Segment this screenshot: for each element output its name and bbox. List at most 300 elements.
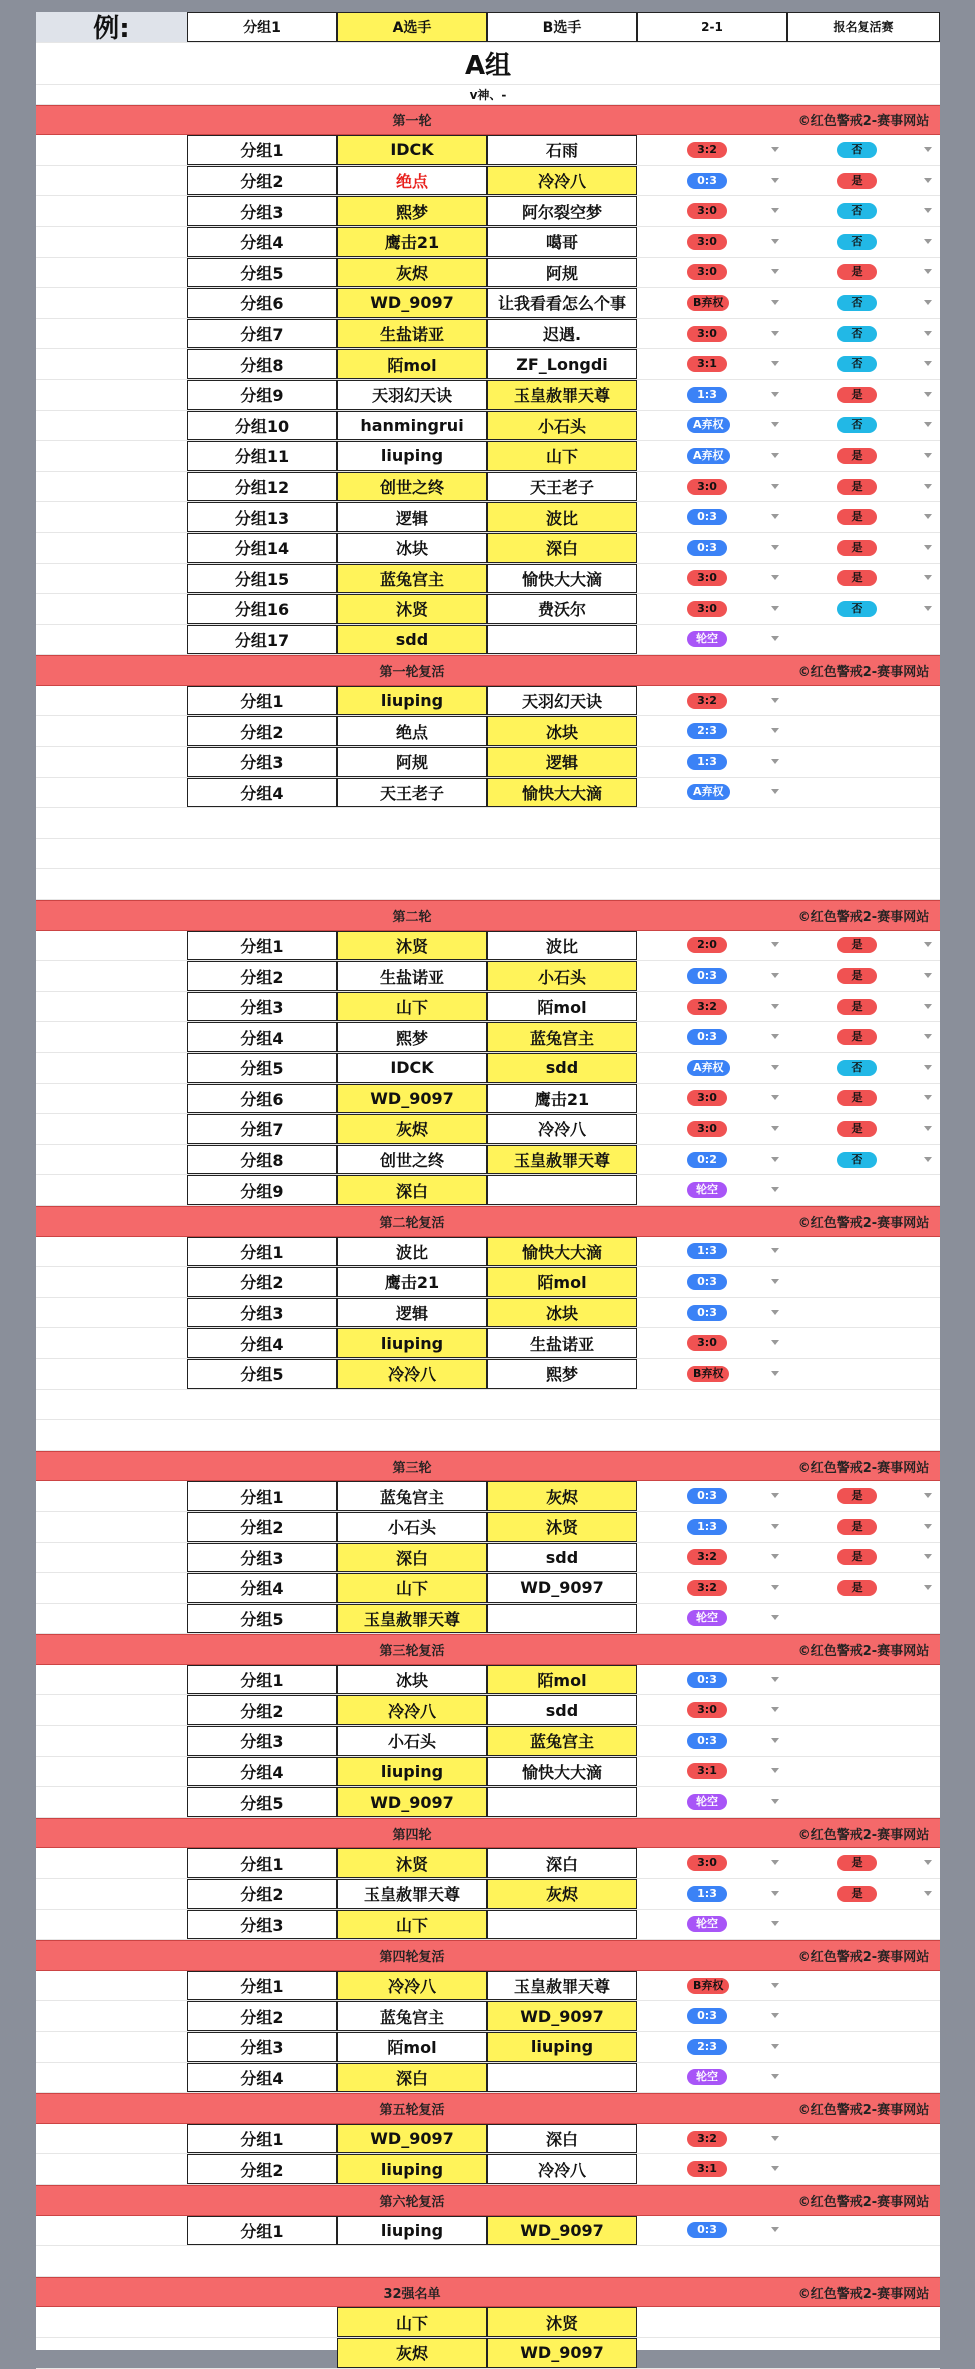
group-cell: 分组5 bbox=[187, 1053, 337, 1083]
player-a-cell: 逻辑 bbox=[337, 502, 487, 532]
revival-badge: 是 bbox=[837, 999, 877, 1015]
chevron-down-icon bbox=[771, 1983, 779, 1988]
match-row bbox=[36, 2063, 940, 2094]
revival-dropdown[interactable] bbox=[787, 441, 940, 471]
chevron-down-icon bbox=[771, 1004, 779, 1009]
player-a-cell: 蓝兔宫主 bbox=[337, 1481, 487, 1511]
group-cell: 分组4 bbox=[187, 1757, 337, 1787]
revival-badge: 是 bbox=[837, 479, 877, 495]
revival-dropdown[interactable] bbox=[787, 1543, 940, 1573]
chevron-down-icon bbox=[924, 269, 932, 274]
example-label: 例: bbox=[36, 12, 187, 42]
row-spacer bbox=[36, 502, 187, 532]
chevron-down-icon bbox=[771, 1371, 779, 1376]
row-spacer bbox=[36, 564, 187, 594]
chevron-down-icon bbox=[771, 2013, 779, 2018]
revival-dropdown[interactable] bbox=[787, 1359, 940, 1389]
player-a-cell: 生盐诺亚 bbox=[337, 961, 487, 991]
group-cell: 分组1 bbox=[187, 931, 337, 961]
section-header bbox=[36, 1940, 940, 1971]
group-cell: 分组8 bbox=[187, 349, 337, 379]
row-spacer bbox=[36, 2154, 187, 2184]
match-row bbox=[36, 564, 940, 595]
group-cell: 分组1 bbox=[187, 1971, 337, 2001]
match-row bbox=[36, 502, 940, 533]
section-title: 第三轮 bbox=[392, 1460, 432, 1476]
revival-dropdown[interactable] bbox=[787, 1848, 940, 1878]
score-dropdown[interactable] bbox=[637, 625, 787, 655]
revival-dropdown[interactable] bbox=[787, 227, 940, 257]
match-row bbox=[36, 349, 940, 380]
row-spacer bbox=[36, 1359, 187, 1389]
section-header bbox=[36, 2277, 940, 2308]
score-dropdown[interactable] bbox=[637, 411, 787, 441]
section-header bbox=[36, 1818, 940, 1849]
player-b-cell: 冷冷八 bbox=[487, 2154, 637, 2184]
score-dropdown[interactable] bbox=[637, 319, 787, 349]
section-title: 第四轮复活 bbox=[379, 1950, 445, 1966]
score-dropdown[interactable] bbox=[637, 716, 787, 746]
player-b-cell: 阿尔裂空梦 bbox=[487, 196, 637, 226]
player-b-cell: 冰块 bbox=[487, 716, 637, 746]
example-player-a: A选手 bbox=[337, 12, 487, 42]
player-b-cell: ZF_Longdi bbox=[487, 349, 637, 379]
revival-dropdown[interactable] bbox=[787, 1145, 940, 1175]
match-row bbox=[36, 686, 940, 717]
score-badge: 0:3 bbox=[687, 1305, 727, 1321]
revival-dropdown[interactable] bbox=[787, 1298, 940, 1328]
group-cell: 分组1 bbox=[187, 686, 337, 716]
revival-dropdown[interactable] bbox=[787, 931, 940, 961]
revival-dropdown[interactable] bbox=[787, 2032, 940, 2062]
score-badge: B弃权 bbox=[687, 1978, 729, 1994]
revival-dropdown[interactable] bbox=[787, 1910, 940, 1940]
revival-dropdown[interactable] bbox=[787, 411, 940, 441]
row-spacer bbox=[36, 288, 187, 318]
score-dropdown[interactable] bbox=[637, 2216, 787, 2246]
player-b-cell: 天羽幻天诀 bbox=[487, 686, 637, 716]
revival-badge: 是 bbox=[837, 264, 877, 280]
score-badge: 2:0 bbox=[687, 937, 727, 953]
revival-dropdown[interactable] bbox=[787, 1512, 940, 1542]
player-b-cell bbox=[487, 1175, 637, 1205]
revival-badge: 否 bbox=[837, 142, 877, 158]
final-row bbox=[36, 2307, 940, 2338]
player-b-cell: 陌mol bbox=[487, 1665, 637, 1695]
player-a-cell: 熙梦 bbox=[337, 196, 487, 226]
revival-dropdown[interactable] bbox=[787, 1787, 940, 1817]
group-cell: 分组2 bbox=[187, 1512, 337, 1542]
row-spacer bbox=[36, 1022, 187, 1052]
score-badge: 2:3 bbox=[687, 2039, 727, 2055]
revival-badge: 否 bbox=[837, 295, 877, 311]
player-a-cell: 创世之终 bbox=[337, 472, 487, 502]
revival-dropdown[interactable] bbox=[787, 594, 940, 624]
empty-row bbox=[36, 1420, 940, 1451]
revival-dropdown[interactable] bbox=[787, 992, 940, 1022]
score-badge: 0:2 bbox=[687, 1152, 727, 1168]
chevron-down-icon bbox=[924, 178, 932, 183]
revival-dropdown[interactable] bbox=[787, 1175, 940, 1205]
player-a-cell: 绝点 bbox=[337, 166, 487, 196]
player-a-cell: 冷冷八 bbox=[337, 1359, 487, 1389]
row-spacer bbox=[36, 1757, 187, 1787]
group-cell: 分组4 bbox=[187, 778, 337, 808]
score-dropdown[interactable] bbox=[637, 441, 787, 471]
player-a-cell: 波比 bbox=[337, 1237, 487, 1267]
chevron-down-icon bbox=[771, 300, 779, 305]
score-dropdown[interactable] bbox=[637, 594, 787, 624]
score-badge: 0:3 bbox=[687, 173, 727, 189]
score-dropdown[interactable] bbox=[637, 1757, 787, 1787]
score-dropdown[interactable] bbox=[637, 1879, 787, 1909]
player-a-cell: 鹰击21 bbox=[337, 1267, 487, 1297]
chevron-down-icon bbox=[771, 2074, 779, 2079]
group-cell: 分组4 bbox=[187, 1573, 337, 1603]
copyright-label: ©红色警戒2-赛事网站 bbox=[797, 2102, 930, 2118]
revival-dropdown[interactable] bbox=[787, 1971, 940, 2001]
revival-dropdown[interactable] bbox=[787, 1879, 940, 1909]
score-badge: A弃权 bbox=[687, 784, 730, 800]
player-a-cell: 灰烬 bbox=[337, 258, 487, 288]
score-badge: 3:0 bbox=[687, 1335, 727, 1351]
player-a-cell: 深白 bbox=[337, 1175, 487, 1205]
revival-dropdown[interactable] bbox=[787, 716, 940, 746]
player-b-cell: 噶哥 bbox=[487, 227, 637, 257]
player-a-cell: 沐贤 bbox=[337, 931, 487, 961]
revival-badge: 是 bbox=[837, 968, 877, 984]
group-cell: 分组5 bbox=[187, 258, 337, 288]
group-subtitle: v神、- bbox=[469, 87, 507, 102]
revival-dropdown[interactable] bbox=[787, 2124, 940, 2154]
score-badge: 0:3 bbox=[687, 2222, 727, 2238]
group-cell: 分组2 bbox=[187, 1879, 337, 1909]
score-dropdown[interactable] bbox=[637, 227, 787, 257]
score-dropdown[interactable] bbox=[637, 166, 787, 196]
score-dropdown[interactable] bbox=[637, 472, 787, 502]
group-cell: 分组1 bbox=[187, 2216, 337, 2246]
chevron-down-icon bbox=[771, 728, 779, 733]
score-dropdown[interactable] bbox=[637, 747, 787, 777]
chevron-down-icon bbox=[771, 1891, 779, 1896]
section-header bbox=[36, 105, 940, 136]
revival-dropdown[interactable] bbox=[787, 1695, 940, 1725]
chevron-down-icon bbox=[771, 2136, 779, 2141]
group-cell: 分组3 bbox=[187, 747, 337, 777]
score-dropdown[interactable] bbox=[637, 1022, 787, 1052]
match-row bbox=[36, 1604, 940, 1635]
copyright-label: ©红色警戒2-赛事网站 bbox=[797, 665, 930, 681]
score-dropdown[interactable] bbox=[637, 288, 787, 318]
score-badge: 1:3 bbox=[687, 1243, 727, 1259]
revival-dropdown[interactable] bbox=[787, 2154, 940, 2184]
row-spacer bbox=[36, 747, 187, 777]
match-row bbox=[36, 1359, 940, 1390]
group-cell: 分组5 bbox=[187, 1604, 337, 1634]
score-dropdown[interactable] bbox=[637, 1543, 787, 1573]
revival-dropdown[interactable] bbox=[787, 625, 940, 655]
match-row bbox=[36, 1787, 940, 1818]
chevron-down-icon bbox=[924, 422, 932, 427]
match-row bbox=[36, 1665, 940, 1696]
match-row bbox=[36, 1114, 940, 1145]
score-dropdown[interactable] bbox=[637, 1726, 787, 1756]
score-dropdown[interactable] bbox=[637, 2063, 787, 2093]
finalist-b: 沐贤 bbox=[487, 2307, 637, 2337]
revival-dropdown[interactable] bbox=[787, 502, 940, 532]
score-dropdown[interactable] bbox=[637, 1848, 787, 1878]
player-b-cell: 天王老子 bbox=[487, 472, 637, 502]
score-dropdown[interactable] bbox=[637, 1971, 787, 2001]
group-cell: 分组3 bbox=[187, 1910, 337, 1940]
section-header bbox=[36, 1206, 940, 1237]
score-badge: A弃权 bbox=[687, 448, 730, 464]
player-b-cell: 冷冷八 bbox=[487, 1114, 637, 1144]
revival-badge: 是 bbox=[837, 173, 877, 189]
revival-dropdown[interactable] bbox=[787, 1481, 940, 1511]
group-cell: 分组4 bbox=[187, 1328, 337, 1358]
revival-dropdown[interactable] bbox=[787, 2063, 940, 2093]
score-dropdown[interactable] bbox=[637, 778, 787, 808]
match-row bbox=[36, 135, 940, 166]
row-spacer bbox=[36, 1512, 187, 1542]
score-dropdown[interactable] bbox=[637, 258, 787, 288]
score-dropdown[interactable] bbox=[637, 1481, 787, 1511]
revival-dropdown[interactable] bbox=[787, 135, 940, 165]
revival-badge: 是 bbox=[837, 1121, 877, 1137]
player-a-cell: liuping bbox=[337, 1757, 487, 1787]
score-dropdown[interactable] bbox=[637, 349, 787, 379]
group-cell: 分组16 bbox=[187, 594, 337, 624]
player-b-cell: 鹰击21 bbox=[487, 1084, 637, 1114]
score-dropdown[interactable] bbox=[637, 1237, 787, 1267]
score-dropdown[interactable] bbox=[637, 2032, 787, 2062]
revival-dropdown[interactable] bbox=[787, 1328, 940, 1358]
score-dropdown[interactable] bbox=[637, 1695, 787, 1725]
example-revival: 报名复活赛 bbox=[787, 12, 940, 42]
score-dropdown[interactable] bbox=[637, 1267, 787, 1297]
row-spacer bbox=[36, 135, 187, 165]
section-title: 第五轮复活 bbox=[379, 2102, 445, 2118]
player-a-cell: IDCK bbox=[337, 1053, 487, 1083]
chevron-down-icon bbox=[771, 422, 779, 427]
score-dropdown[interactable] bbox=[637, 1512, 787, 1542]
score-dropdown[interactable] bbox=[637, 992, 787, 1022]
revival-dropdown[interactable] bbox=[787, 747, 940, 777]
player-b-cell: sdd bbox=[487, 1053, 637, 1083]
example-score: 2-1 bbox=[637, 12, 787, 42]
score-badge: 3:2 bbox=[687, 1549, 727, 1565]
revival-dropdown[interactable] bbox=[787, 472, 940, 502]
revival-dropdown[interactable] bbox=[787, 1757, 940, 1787]
revival-dropdown[interactable] bbox=[787, 166, 940, 196]
score-dropdown[interactable] bbox=[637, 1910, 787, 1940]
match-row bbox=[36, 380, 940, 411]
score-badge: 3:0 bbox=[687, 203, 727, 219]
chevron-down-icon bbox=[924, 239, 932, 244]
player-b-cell: sdd bbox=[487, 1543, 637, 1573]
score-badge: A弃权 bbox=[687, 417, 730, 433]
revival-dropdown[interactable] bbox=[787, 196, 940, 226]
chevron-down-icon bbox=[924, 1095, 932, 1100]
revival-dropdown[interactable] bbox=[787, 1237, 940, 1267]
player-a-cell: 生盐诺亚 bbox=[337, 319, 487, 349]
revival-badge: 否 bbox=[837, 1152, 877, 1168]
chevron-down-icon bbox=[924, 1126, 932, 1131]
group-cell: 分组6 bbox=[187, 288, 337, 318]
score-dropdown[interactable] bbox=[637, 931, 787, 961]
player-b-cell bbox=[487, 1787, 637, 1817]
score-dropdown[interactable] bbox=[637, 1665, 787, 1695]
chevron-down-icon bbox=[771, 636, 779, 641]
score-dropdown[interactable] bbox=[637, 1328, 787, 1358]
score-dropdown[interactable] bbox=[637, 2001, 787, 2031]
row-spacer bbox=[36, 1084, 187, 1114]
score-badge: 轮空 bbox=[687, 631, 727, 647]
revival-dropdown[interactable] bbox=[787, 1726, 940, 1756]
group-cell: 分组7 bbox=[187, 1114, 337, 1144]
revival-dropdown[interactable] bbox=[787, 1604, 940, 1634]
score-badge: 轮空 bbox=[687, 2069, 727, 2085]
group-cell: 分组2 bbox=[187, 2154, 337, 2184]
chevron-down-icon bbox=[771, 1310, 779, 1315]
player-b-cell: 石雨 bbox=[487, 135, 637, 165]
score-dropdown[interactable] bbox=[637, 1359, 787, 1389]
player-b-cell: 玉皇赦罪天尊 bbox=[487, 1145, 637, 1175]
revival-dropdown[interactable] bbox=[787, 1665, 940, 1695]
revival-dropdown[interactable] bbox=[787, 288, 940, 318]
sections bbox=[36, 105, 940, 2369]
section-header bbox=[36, 2185, 940, 2216]
row-spacer bbox=[36, 166, 187, 196]
group-cell: 分组1 bbox=[187, 1481, 337, 1511]
chevron-down-icon bbox=[771, 759, 779, 764]
score-dropdown[interactable] bbox=[637, 533, 787, 563]
player-b-cell: WD_9097 bbox=[487, 2216, 637, 2246]
player-a-cell: WD_9097 bbox=[337, 1787, 487, 1817]
revival-dropdown[interactable] bbox=[787, 564, 940, 594]
score-dropdown[interactable] bbox=[637, 135, 787, 165]
score-dropdown[interactable] bbox=[637, 564, 787, 594]
revival-dropdown[interactable] bbox=[787, 1114, 940, 1144]
row-spacer bbox=[36, 1267, 187, 1297]
chevron-down-icon bbox=[924, 1493, 932, 1498]
row-spacer bbox=[36, 686, 187, 716]
row-spacer bbox=[36, 1053, 187, 1083]
player-b-cell: 小石头 bbox=[487, 961, 637, 991]
match-row bbox=[36, 196, 940, 227]
match-row bbox=[36, 961, 940, 992]
row-spacer bbox=[36, 441, 187, 471]
player-b-cell: 波比 bbox=[487, 502, 637, 532]
chevron-down-icon bbox=[771, 1615, 779, 1620]
group-cell: 分组9 bbox=[187, 1175, 337, 1205]
group-cell: 分组1 bbox=[187, 1237, 337, 1267]
player-a-cell: 深白 bbox=[337, 1543, 487, 1573]
score-dropdown[interactable] bbox=[637, 961, 787, 991]
score-dropdown[interactable] bbox=[637, 502, 787, 532]
chevron-down-icon bbox=[771, 1524, 779, 1529]
revival-dropdown[interactable] bbox=[787, 686, 940, 716]
score-dropdown[interactable] bbox=[637, 196, 787, 226]
chevron-down-icon bbox=[771, 361, 779, 366]
row-spacer bbox=[36, 1298, 187, 1328]
revival-badge: 否 bbox=[837, 234, 877, 250]
revival-badge: 是 bbox=[837, 1886, 877, 1902]
match-row bbox=[36, 472, 940, 503]
player-a-cell: 绝点 bbox=[337, 716, 487, 746]
revival-dropdown[interactable] bbox=[787, 778, 940, 808]
revival-dropdown[interactable] bbox=[787, 380, 940, 410]
match-row bbox=[36, 2216, 940, 2247]
player-a-cell: 沐贤 bbox=[337, 594, 487, 624]
copyright-label: ©红色警戒2-赛事网站 bbox=[797, 1950, 930, 1966]
score-dropdown[interactable] bbox=[637, 1145, 787, 1175]
row-spacer bbox=[36, 2001, 187, 2031]
revival-dropdown[interactable] bbox=[787, 1084, 940, 1114]
chevron-down-icon bbox=[924, 575, 932, 580]
revival-dropdown[interactable] bbox=[787, 319, 940, 349]
score-dropdown[interactable] bbox=[637, 1573, 787, 1603]
player-a-cell: 鹰击21 bbox=[337, 227, 487, 257]
section-header bbox=[36, 1451, 940, 1482]
score-badge: 3:0 bbox=[687, 1090, 727, 1106]
player-a-cell: WD_9097 bbox=[337, 1084, 487, 1114]
score-dropdown[interactable] bbox=[637, 1175, 787, 1205]
score-dropdown[interactable] bbox=[637, 1787, 787, 1817]
revival-dropdown[interactable] bbox=[787, 1022, 940, 1052]
score-dropdown[interactable] bbox=[637, 1053, 787, 1083]
score-dropdown[interactable] bbox=[637, 2154, 787, 2184]
revival-dropdown[interactable] bbox=[787, 1573, 940, 1603]
score-badge: 0:3 bbox=[687, 2008, 727, 2024]
row-spacer bbox=[36, 258, 187, 288]
revival-dropdown[interactable] bbox=[787, 1267, 940, 1297]
row-spacer bbox=[36, 411, 187, 441]
section-title: 第一轮 bbox=[392, 114, 432, 130]
revival-dropdown[interactable] bbox=[787, 2001, 940, 2031]
group-cell: 分组10 bbox=[187, 411, 337, 441]
score-dropdown[interactable] bbox=[637, 1298, 787, 1328]
score-dropdown[interactable] bbox=[637, 1114, 787, 1144]
revival-dropdown[interactable] bbox=[787, 258, 940, 288]
score-dropdown[interactable] bbox=[637, 1084, 787, 1114]
score-dropdown[interactable] bbox=[637, 2124, 787, 2154]
score-badge: 轮空 bbox=[687, 1182, 727, 1198]
revival-dropdown[interactable] bbox=[787, 2216, 940, 2246]
score-badge: 轮空 bbox=[687, 1610, 727, 1626]
revival-dropdown[interactable] bbox=[787, 961, 940, 991]
player-a-cell: 冷冷八 bbox=[337, 1971, 487, 2001]
revival-dropdown[interactable] bbox=[787, 1053, 940, 1083]
score-dropdown[interactable] bbox=[637, 1604, 787, 1634]
match-row bbox=[36, 716, 940, 747]
score-badge: 3:0 bbox=[687, 234, 727, 250]
row-spacer bbox=[36, 594, 187, 624]
title-row bbox=[36, 43, 940, 85]
revival-dropdown[interactable] bbox=[787, 533, 940, 563]
player-a-cell: 陌mol bbox=[337, 2032, 487, 2062]
revival-dropdown[interactable] bbox=[787, 349, 940, 379]
row-spacer bbox=[36, 716, 187, 746]
player-b-cell: 冰块 bbox=[487, 1298, 637, 1328]
example-player-b: B选手 bbox=[487, 12, 637, 42]
score-badge: 3:0 bbox=[687, 570, 727, 586]
group-cell: 分组1 bbox=[187, 2124, 337, 2154]
match-row bbox=[36, 992, 940, 1023]
score-dropdown[interactable] bbox=[637, 380, 787, 410]
score-dropdown[interactable] bbox=[637, 686, 787, 716]
